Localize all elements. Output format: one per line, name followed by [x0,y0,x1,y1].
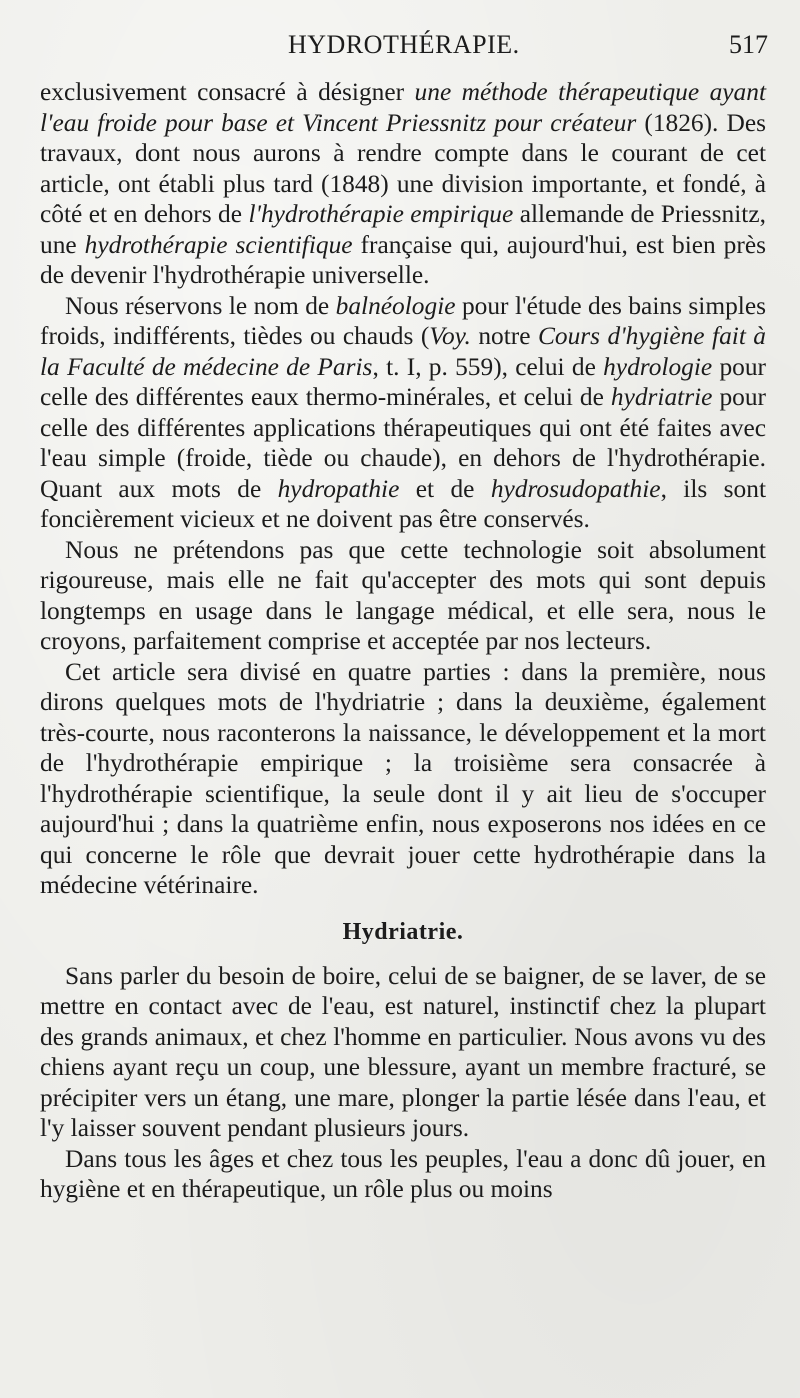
text-run: Nous ne prétendons pas que cette technologie soit absolument rigoureuse, mais elle ne fait qu'accepter des mots qui sont depuis longtemps en usage dans le langage médical, et elle sera, nous le croyons, parfaitement comprise et acceptée par nos lecteurs. [40,535,766,655]
text-run: pour celle des différentes eaux thermo-minérales, et celui de [40,352,766,411]
paragraph [40,291,766,535]
text-run: et de [399,474,491,503]
text-run: , t. I, p. 559), celui de [372,352,604,381]
italic-run: Voy. [429,322,471,350]
italic-run: hydropathie [277,474,400,503]
italic-run: balnéologie [335,291,456,320]
text-run: notre [470,322,538,350]
running-title: HYDROTHÉRAPIE. [288,30,520,59]
italic-run: l'hydrothérapie empirique [248,200,514,228]
section-heading: Hydriatrie. [342,918,464,945]
italic-run: hydrothérapie scientifique [84,230,353,259]
italic-run: Cours d'hygiène fait à la Faculté de médecine de Paris [40,322,767,381]
section-text [40,961,766,1205]
text-run: pour celle des différentes applications thérapeutiques qui ont été faites avec l'eau simple (froide, tiède ou chaude), en dehors de l'hydrothérapie. Quant aux mots de [40,383,767,503]
text-run: Dans tous les âges et chez tous les peuples, l'eau a donc dû jouer, en hygiène et en thérapeutique, un rôle plus ou moins [40,1144,766,1203]
paragraph [40,1144,766,1205]
text-run: exclusivement consacré à désigner [40,78,415,106]
paragraph [40,657,766,901]
italic-run: hydrologie [603,352,713,381]
page-number: 517 [729,30,768,59]
text-run: Sans parler du besoin de boire, celui de se baigner, de se laver, de se mettre en contact avec de l'eau, est naturel, instinctif chez la plupart des grands animaux, et chez l'homme en particulier. Nous avons vu des chiens ayant reçu un coup, une blessure, ayant un membre fracturé, se précipiter vers un étang, une mare, plonger la partie lésée dans l'eau, et l'y laisser souvent pendant plusieurs jours. [40,961,766,1142]
article-body [40,77,766,1205]
text-run: (1826). Des travaux, dont nous aurons à rendre compte dans le courant de cet article, ont établi plus tard (1848) une division importante, et fondé, à côté et en dehors de [40,108,766,228]
text-run: française qui, aujourd'hui, est bien près de devenir l'hydrothérapie universelle. [40,230,766,289]
text-run: Cet article sera divisé en quatre parties : dans la première, nous dirons quelques mots de l'hydriatrie ; dans la deuxième, également très-courte, nous raconterons la naissance, le développement et la mort de l'hydrothérapie empirique ; la troisième sera consacrée à l'hydrothérapie scientifique, la seule dont il y ait lieu de s'occuper aujourd'hui ; dans la quatrième enfin, nous exposerons nos idées en ce qui concerne le rôle que devrait jouer cette hydrothérapie dans la médecine vétérinaire. [40,657,766,899]
paragraph [40,77,766,291]
italic-run: hydrosudopathie [490,474,661,503]
page-header [40,30,768,70]
text-run: Nous réservons le nom de [65,291,336,320]
italic-run: une méthode thérapeutique ayant l'eau froide pour base et Vincent Priessnitz pour créateur [40,78,767,137]
intro-text [40,77,766,901]
italic-run: hydriatrie [610,383,713,411]
paragraph [40,961,766,1144]
text-run: pour l'étude des bains simples froids, indifférents, tièdes ou chauds ( [40,291,766,350]
text-run: , ils sont foncièrement vicieux et ne doivent pas être conservés. [40,474,766,533]
text-run: allemande de Priessnitz, une [40,200,766,259]
paragraph [40,535,766,657]
